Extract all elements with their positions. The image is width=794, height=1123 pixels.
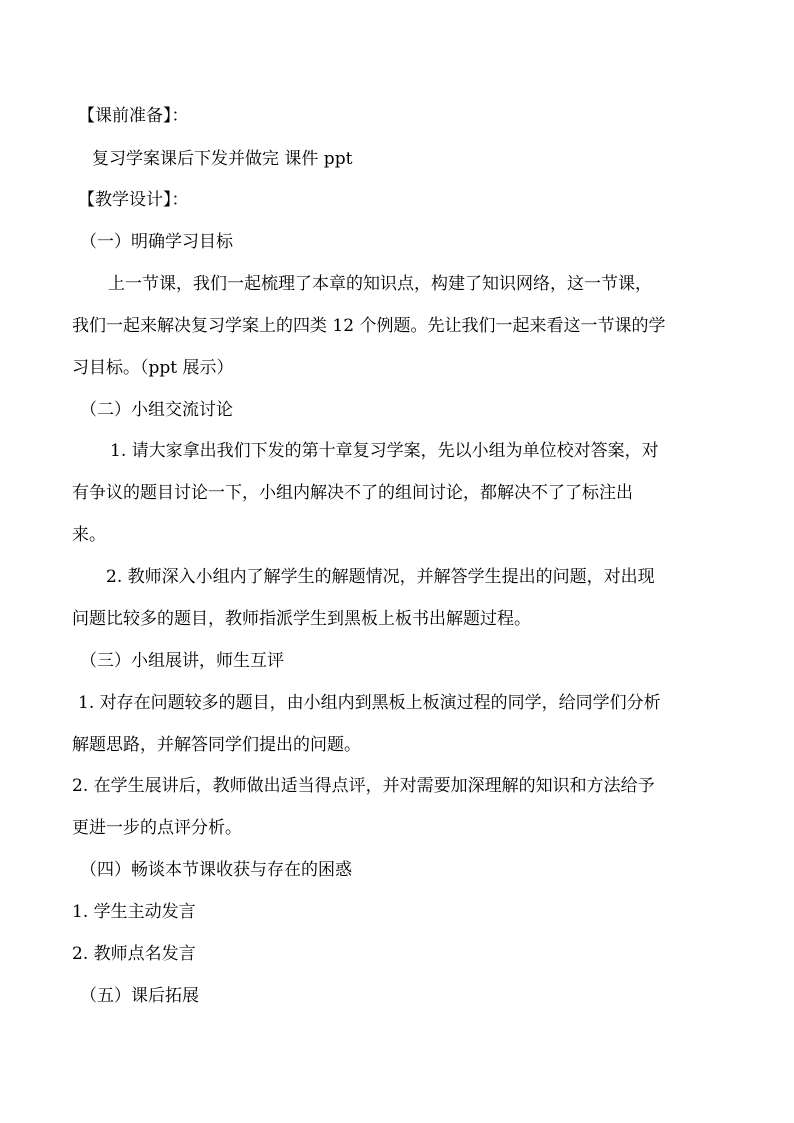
section-2-item-1-line: 1. 请大家拿出我们下发的第十章复习学案，先以小组为单位校对答案，对 <box>110 441 659 461</box>
prep-heading: 【课前准备】： <box>78 106 189 126</box>
section-4-title: （四）畅谈本节课收获与存在的困惑 <box>80 860 352 880</box>
section-3-item-2-line: 更进一步的点评分析。 <box>72 818 242 838</box>
section-1-paragraph-line: 习目标。（ppt 展示） <box>72 358 234 378</box>
section-2-item-1-line: 有争议的题目讨论一下，小组内解决不了的组间讨论，都解决不了了标注出 <box>72 483 633 503</box>
section-3-item-1-line: 1. 对存在问题较多的题目，由小组内到黑板上板演过程的同学，给同学们分析 <box>78 693 661 713</box>
section-3-item-2-line: 2. 在学生展讲后，教师做出适当得点评，并对需要加深理解的知识和方法给予 <box>72 776 655 796</box>
section-2-item-2-line: 问题比较多的题目，教师指派学生到黑板上板书出解题过程。 <box>72 609 531 629</box>
section-2-item-1-line: 来。 <box>72 525 106 545</box>
section-2-title: （二）小组交流讨论 <box>80 400 233 420</box>
section-4-item-1: 1. 学生主动发言 <box>72 902 196 922</box>
section-3-item-1-line: 解题思路，并解答同学们提出的问题。 <box>72 735 361 755</box>
design-heading: 【教学设计】： <box>78 190 189 210</box>
prep-content: 复习学案课后下发并做完 课件 ppt <box>92 149 353 169</box>
section-1-paragraph-line: 上一节课，我们一起梳理了本章的知识点，构建了知识网络，这一节课， <box>108 274 652 294</box>
section-1-title: （一）明确学习目标 <box>80 232 233 252</box>
section-3-title: （三）小组展讲，师生互评 <box>80 651 284 671</box>
section-5-title: （五）课后拓展 <box>80 986 199 1006</box>
section-2-item-2-line: 2. 教师深入小组内了解学生的解题情况，并解答学生提出的问题，对出现 <box>106 567 655 587</box>
section-1-paragraph-line: 我们一起来解决复习学案上的四类 12 个例题。先让我们一起来看这一节课的学 <box>72 316 666 336</box>
section-4-item-2: 2. 教师点名发言 <box>72 944 196 964</box>
